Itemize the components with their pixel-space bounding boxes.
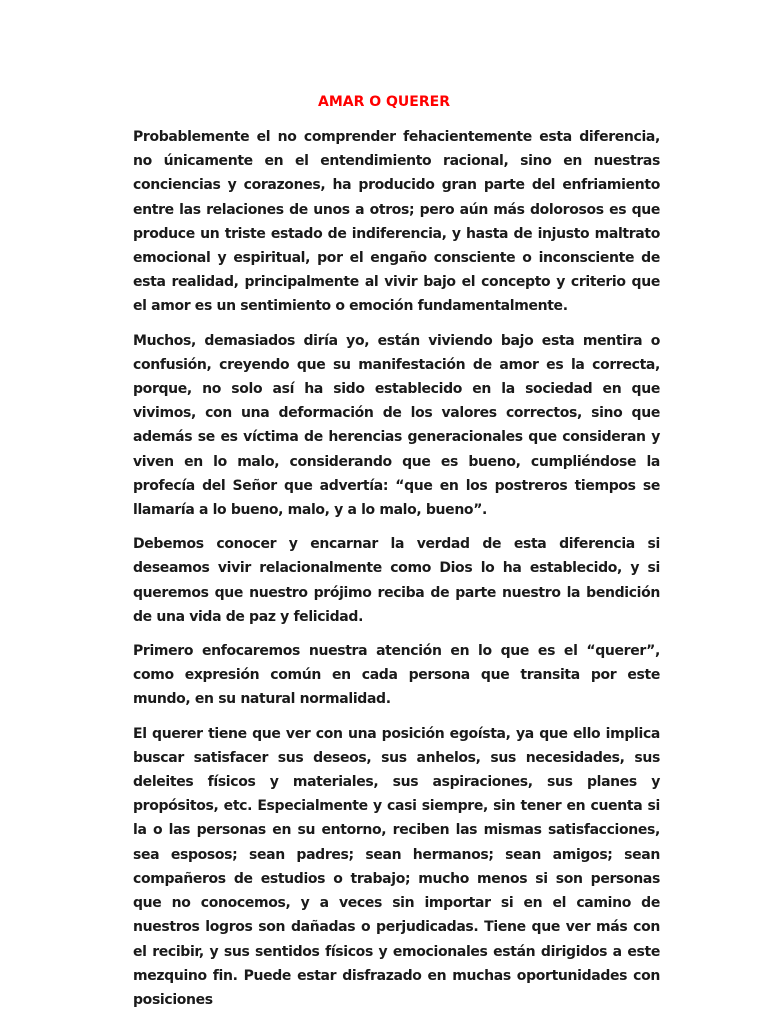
document-title: AMAR O QUERER xyxy=(318,94,450,110)
paragraph: Primero enfocaremos nuestra atención en lo que es el “querer”, como expresión común en cada persona que transita por este mundo, en su natural normalidad. xyxy=(133,643,660,708)
paragraph: Debemos conocer y encarnar la verdad de esta diferencia si deseamos vivir relacionalmente como Dios lo ha establecido, y si queremos que nuestro prójimo reciba de parte nuestro la bendición de una vida de paz y felicidad. xyxy=(133,536,660,625)
paragraph: El querer tiene que ver con una posición egoísta, ya que ello implica buscar satisfacer sus deseos, sus anhelos, sus necesidades, sus deleites físicos y materiales, sus aspiraciones, sus planes y propósitos, etc. Especialmente y casi siempre, sin tener en cuenta si la o las personas en su entorno, reciben las mismas satisfacciones, sea esposos; sean padres; sean hermanos; sean amigos; sean compañeros de estudios o trabajo; mucho menos si son personas que no conocemos, y a veces sin importar si en el camino de nuestros logros son dañadas o perjudicadas. Tiene que ver más con el recibir, y sus sentidos físicos y emocionales están dirigidos a este mezquino fin. Puede estar disfrazado en muchas oportunidades con posiciones xyxy=(133,725,660,1008)
document-body xyxy=(133,125,660,1022)
paragraph: Probablemente el no comprender fehacientemente esta diferencia, no únicamente en el entendimiento racional, sino en nuestras conciencias y corazones, ha producido gran parte del enfriamiento entre las relaciones de unos a otros; pero aún más dolorosos es que produce un triste estado de indiferencia, y hasta de injusto maltrato emocional y espiritual, por el engaño consciente o inconsciente de esta realidad, principalmente al vivir bajo el concepto y criterio que el amor es un sentimiento o emoción fundamentalmente. xyxy=(133,129,660,315)
paragraph: Muchos, demasiados diría yo, están viviendo bajo esta mentira o confusión, creyendo que su manifestación de amor es la correcta, porque, no solo así ha sido establecido en la sociedad en que vivimos, con una deformación de los valores correctos, sino que además se es víctima de herencias generacionales que consideran y viven en lo malo, considerando que es bueno, cumpliéndose la profecía del Señor que advertía: “que en los postreros tiempos se llamaría a lo bueno, malo, y a lo malo, bueno”. xyxy=(133,332,660,519)
